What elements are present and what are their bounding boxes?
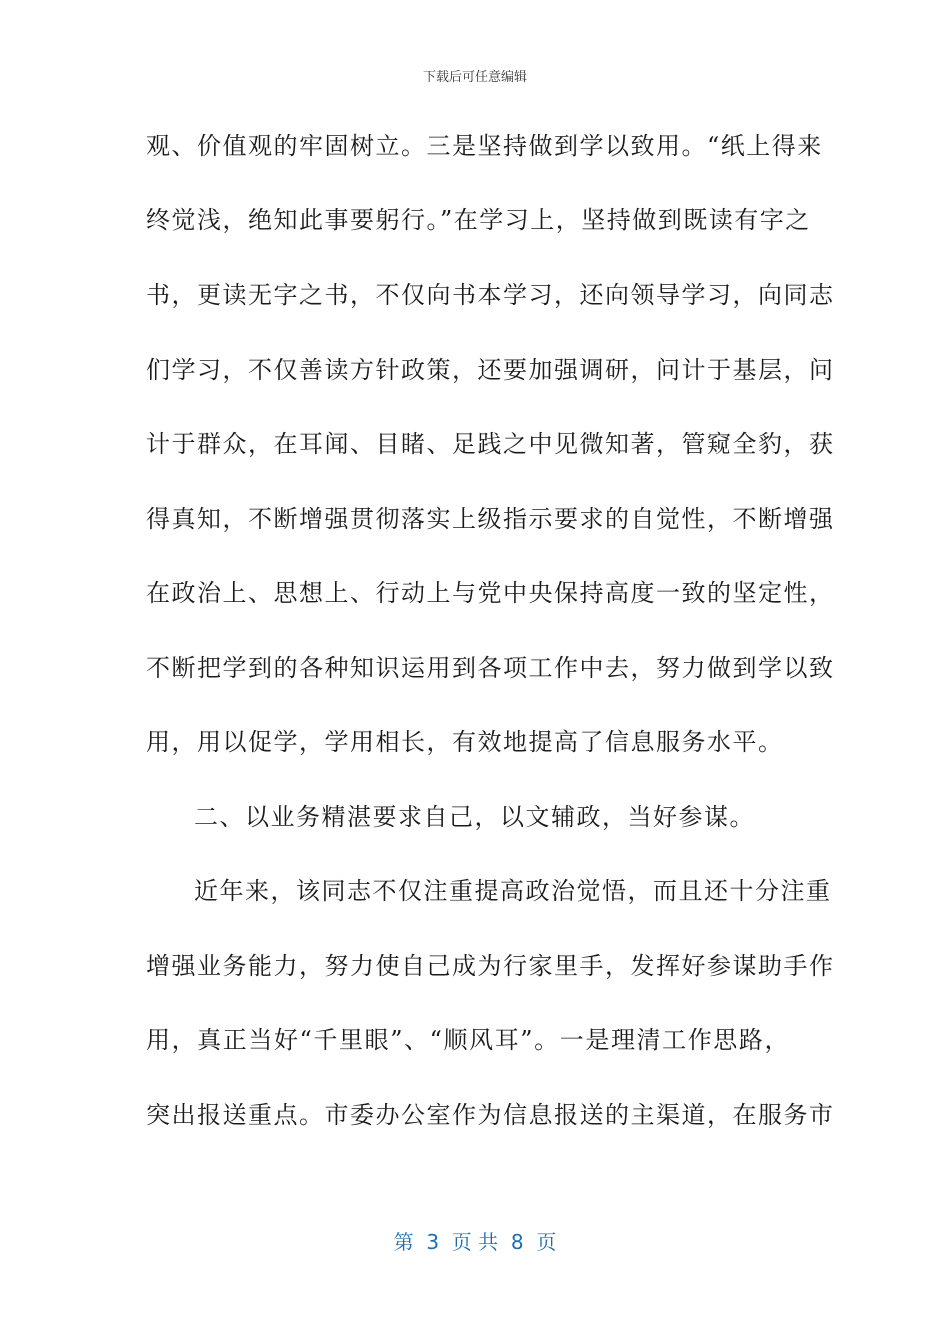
body-line-6: 得真知，不断增强贯彻落实上级指示要求的自觉性，不断增强 xyxy=(146,505,835,533)
body-line-9: 用，用以促学，学用相长，有效地提高了信息服务水平。 xyxy=(146,728,784,756)
body-line-4: 们学习，不仅善读方针政策，还要加强调研，问计于基层，问 xyxy=(146,356,835,384)
body-line-1: 观、价值观的牢固树立。三是坚持做到学以致用。“纸上得来 xyxy=(146,132,823,160)
header-note: 下载后可任意编辑 xyxy=(422,70,527,85)
section-heading: 二、以业务精湛要求自己，以文辅政，当好参谋。 xyxy=(194,803,755,831)
body-line-2: 终觉浅，绝知此事要躬行。”在学习上，坚持做到既读有字之 xyxy=(146,206,811,234)
body-line-3: 书，更读无字之书，不仅向书本学习，还向领导学习，向同志 xyxy=(146,281,835,309)
body-line-7: 在政治上、思想上、行动上与党中央保持高度一致的坚定性， xyxy=(146,579,835,607)
body-line-8: 不断把学到的各种知识运用到各项工作中去，努力做到学以致 xyxy=(146,654,835,682)
body-line-13: 用，真正当好“千里眼”、“顺风耳”。一是理清工作思路， xyxy=(146,1026,790,1054)
body-line-14: 突出报送重点。市委办公室作为信息报送的主渠道，在服务市 xyxy=(146,1101,835,1129)
body-line-5: 计于群众，在耳闻、目睹、足践之中见微知著，管窥全豹，获 xyxy=(146,430,835,458)
body-line-11: 近年来，该同志不仅注重提高政治觉悟，而且还十分注重 xyxy=(194,877,832,905)
body-line-12: 增强业务能力，努力使自己成为行家里手，发挥好参谋助手作 xyxy=(146,952,835,980)
page-number: 第 3 页 共 8 页 xyxy=(393,1230,557,1254)
